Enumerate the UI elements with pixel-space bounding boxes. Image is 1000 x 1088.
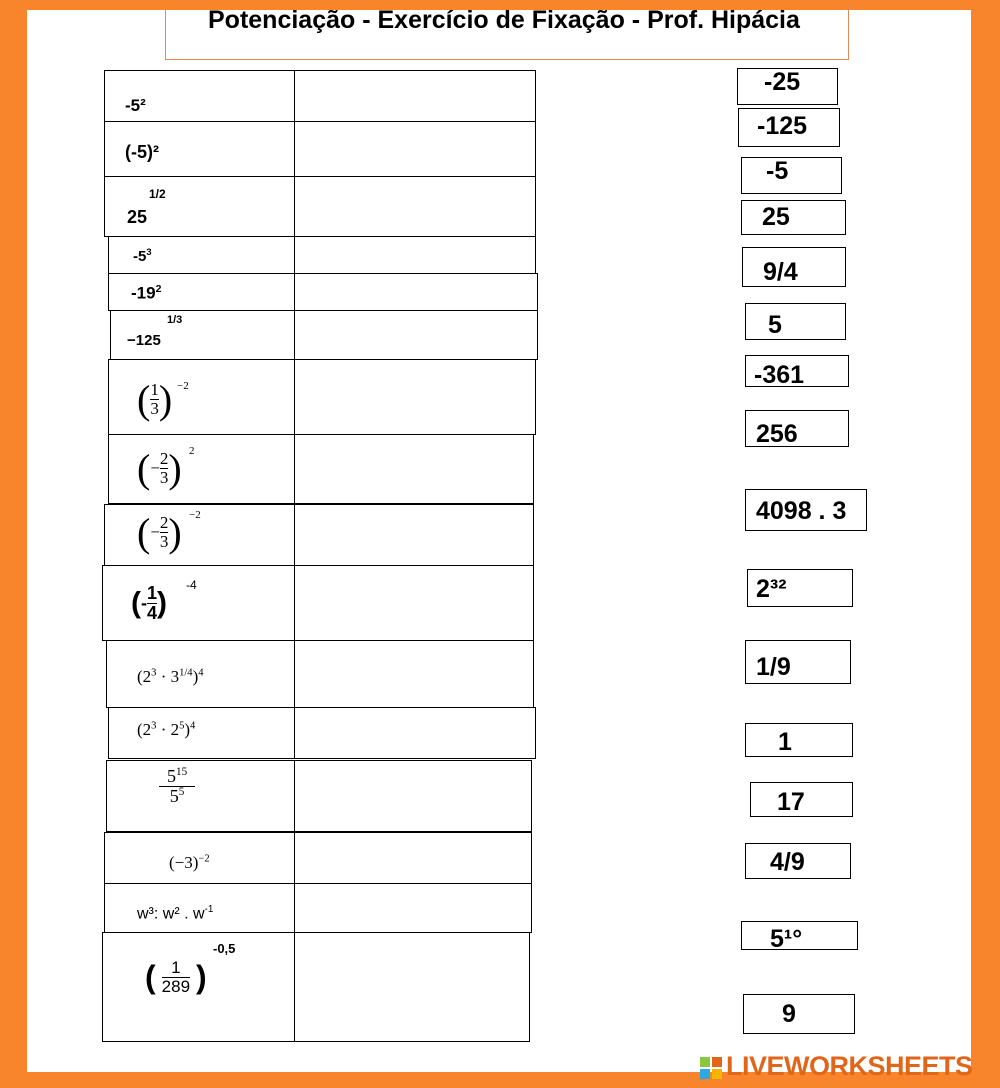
exercise-expression: [131, 283, 161, 304]
exercise-expression: [127, 207, 147, 228]
power-exponent: -0,5: [213, 941, 236, 956]
exercise-row: [106, 640, 534, 708]
exercise-expression: (− $\frac{2}{3}$ ): [137, 446, 182, 491]
answer-card[interactable]: 256: [745, 410, 849, 447]
power-exponent: 1/2: [149, 187, 166, 201]
answer-drop-zone[interactable]: [295, 884, 531, 932]
power-exponent: 3: [146, 247, 152, 257]
worksheet-title: Potenciação - Exercício de Fixação - Prof. Hipácia: [165, 6, 849, 60]
fraction-sign: −: [150, 522, 160, 542]
exercise-expression: ( $\frac{1}{289}$ ): [145, 958, 207, 996]
fraction-sign: -: [141, 592, 147, 613]
power-exponent: -4: [186, 578, 197, 592]
fraction-numerator: 1: [150, 380, 159, 400]
power-base: 25: [127, 207, 148, 227]
power-base: 2: [142, 720, 152, 739]
answer-card[interactable]: 1: [745, 723, 853, 757]
power-base: (−3): [169, 853, 199, 872]
exercise-expression: (-5)²: [125, 142, 159, 162]
answer-drop-zone[interactable]: [295, 274, 537, 310]
power-base: 3: [170, 667, 180, 686]
answer-drop-zone[interactable]: [295, 177, 535, 236]
exercise-expression: [133, 247, 152, 265]
answer-card[interactable]: 5: [745, 303, 846, 340]
answer-card[interactable]: 4098 . 3: [745, 489, 867, 531]
answer-card[interactable]: 5¹°: [741, 921, 858, 950]
answer-drop-zone[interactable]: [295, 761, 531, 831]
fraction-numerator: 1: [147, 583, 158, 603]
answer-card[interactable]: 17: [750, 782, 853, 817]
answer-drop-zone[interactable]: [295, 71, 535, 121]
exercise-expression: (− $\frac{2}{3}$ ): [137, 510, 182, 555]
exercise-expression: $(2^3 \cdot 3^{1/4})^4$: [137, 667, 204, 686]
answer-card[interactable]: -25: [737, 68, 838, 105]
power-exponent: 15: [176, 766, 188, 778]
fraction-denominator: 3: [150, 399, 159, 418]
liveworksheets-logo-text: LIVEWORKSHEETS: [726, 1051, 973, 1081]
exercise-expression: [159, 767, 195, 806]
exercise-row: [110, 310, 538, 360]
power-base: 5: [167, 766, 176, 786]
power-base: 2: [170, 720, 180, 739]
answer-card[interactable]: 9: [743, 994, 855, 1034]
power-exponent: -1: [204, 904, 214, 915]
power-base: −125: [127, 332, 161, 349]
power-exponent: 3: [151, 667, 157, 679]
answer-drop-zone[interactable]: [295, 708, 535, 758]
answer-drop-zone[interactable]: [295, 505, 533, 565]
fraction-numerator: 1: [162, 959, 190, 978]
power-exponent: 5: [179, 720, 185, 732]
power-exponent: 3: [151, 720, 157, 732]
power-exponent: −2: [189, 509, 201, 521]
fraction-sign: −: [150, 458, 160, 478]
power-base: -19: [131, 283, 156, 303]
exercise-row: [104, 832, 532, 884]
answer-card[interactable]: 1/9: [745, 640, 851, 684]
exercise-row: [104, 504, 534, 566]
power-base: 2: [142, 667, 152, 686]
power-exponent: 4: [190, 720, 196, 732]
answer-drop-zone[interactable]: [295, 311, 537, 359]
answer-card[interactable]: -5: [741, 157, 842, 194]
answer-card[interactable]: -125: [738, 108, 840, 147]
fraction-numerator: 2: [159, 513, 169, 533]
fraction-denominator: 4: [147, 602, 158, 623]
exercise-expression: w³: w² . $w^{-1}$: [137, 904, 214, 923]
power-exponent: −2: [177, 380, 189, 392]
answer-drop-zone[interactable]: [295, 360, 535, 434]
fraction-denominator: 3: [159, 468, 169, 487]
exercise-expression: (- $\frac{1}{4}$ ): [131, 583, 168, 623]
exercise-row: [108, 707, 536, 759]
answer-drop-zone[interactable]: [295, 237, 535, 273]
answer-drop-zone[interactable]: [295, 933, 529, 1041]
answer-card[interactable]: 2³²: [747, 569, 853, 607]
liveworksheets-logo-icon: [700, 1057, 722, 1079]
exercise-expression: ( $\frac{1}{3}$ ): [137, 377, 173, 422]
exercise-row: [108, 434, 534, 504]
exercise-row: [104, 70, 536, 122]
power-exponent: 2: [189, 445, 195, 457]
exercise-row: [106, 760, 532, 832]
power-exponent: −2: [198, 853, 210, 865]
power-exponent: 5: [178, 785, 185, 798]
answer-card[interactable]: 4/9: [745, 843, 851, 879]
exercise-row: [104, 121, 536, 177]
answer-card[interactable]: -361: [745, 355, 849, 387]
exercise-expression: -5²: [125, 96, 146, 115]
answer-card[interactable]: 9/4: [742, 247, 846, 287]
answer-drop-zone[interactable]: [295, 566, 533, 640]
answer-drop-zone[interactable]: [295, 435, 533, 503]
fraction-numerator: 2: [159, 449, 169, 469]
answer-drop-zone[interactable]: [295, 641, 533, 707]
power-base: 5: [169, 785, 179, 806]
power-exponent: 1/3: [167, 314, 183, 326]
power-exponent: 2: [155, 283, 162, 295]
exercise-row: [104, 176, 536, 237]
power-base: -5: [133, 248, 147, 265]
answer-drop-zone[interactable]: [295, 122, 535, 176]
power-exponent: 1/4: [179, 667, 193, 679]
exercise-expression: [169, 853, 210, 873]
exercise-row: [104, 883, 532, 933]
fraction-denominator: 3: [159, 532, 169, 551]
power-exponent: 4: [198, 667, 204, 679]
exercise-row: [108, 359, 536, 435]
fraction-denominator: 289: [161, 977, 191, 996]
exercise-expression: $(2^3 \cdot 2^5)^4$: [137, 720, 196, 739]
exercise-row: [108, 236, 536, 274]
answer-drop-zone[interactable]: [295, 833, 531, 883]
exercise-row: [102, 932, 530, 1042]
answer-card[interactable]: 25: [741, 200, 846, 235]
exercise-row: [108, 273, 538, 311]
exercise-row: [102, 565, 534, 641]
